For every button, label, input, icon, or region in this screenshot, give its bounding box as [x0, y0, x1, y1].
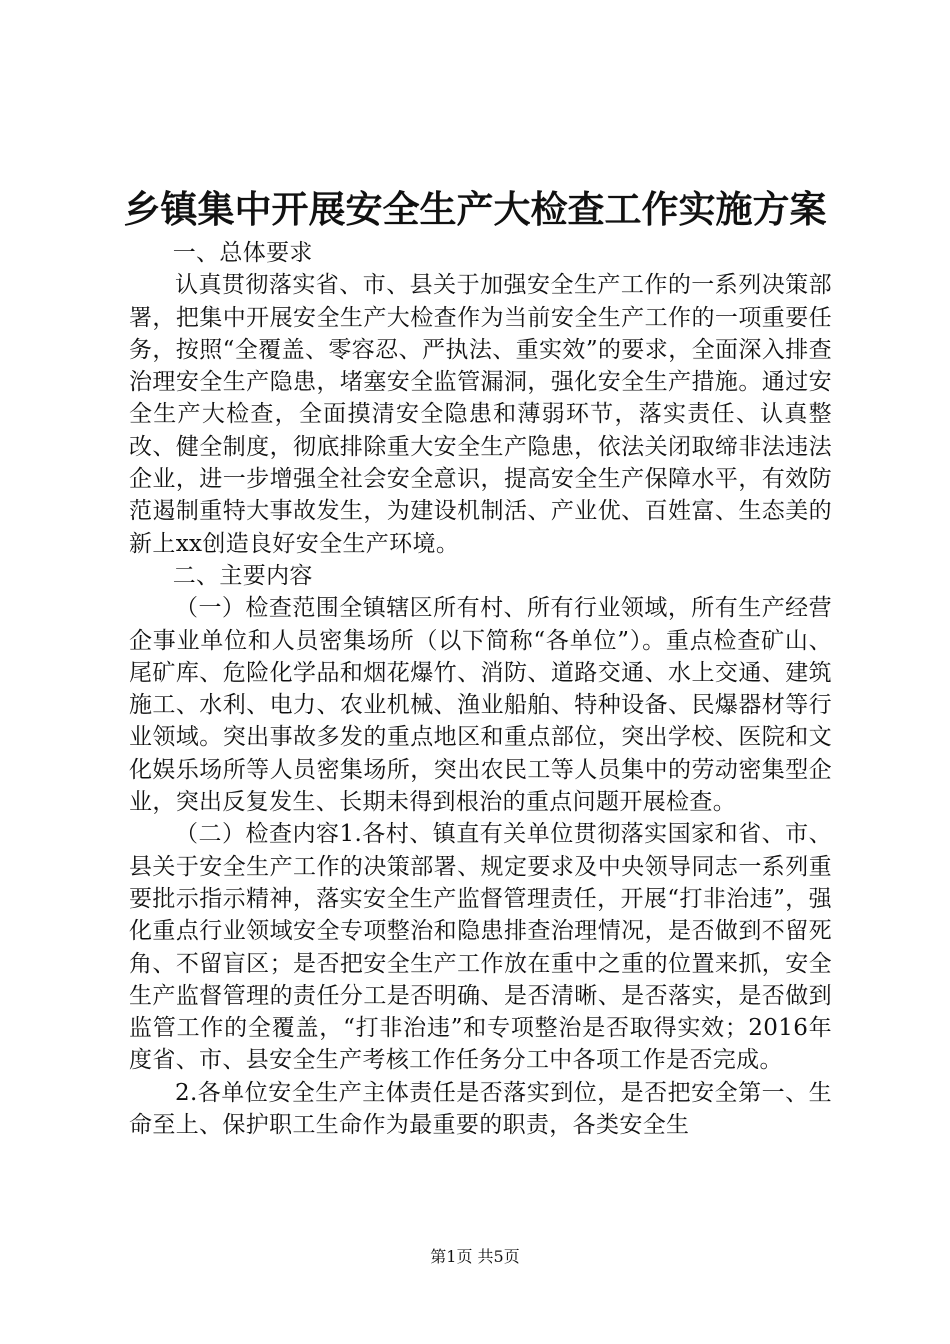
document-body	[129, 237, 832, 1141]
paragraph-inspection-scope: （一）检查范围全镇辖区所有村、所有行业领域，所有生产经营企事业单位和人员密集场所（以下简称“各单位”）。重点检查矿山、尾矿库、危险化学品和烟花爆竹、消防、道路交通、水上交通、建筑施工、水利、电力、农业机械、渔业船舶、特种设备、民爆器材等行业领域。突出事故多发的重点地区和重点部位，突出学校、医院和文化娱乐场所等人员密集场所，突出农民工等人员集中的劳动密集型企业，突出反复发生、长期未得到根治的重点问题开展检查。	[129, 595, 832, 816]
section-heading-main-content: 二、主要内容	[172, 562, 313, 589]
page-number-footer: 第1页 共5页	[430, 1247, 520, 1266]
paragraph-item-2: 2.各单位安全生产主体责任是否落实到位，是否把安全第一、生命至上、保护职工生命作为最重要的职责，各类安全生	[129, 1079, 832, 1139]
section-heading-general-requirements: 一、总体要求	[172, 240, 313, 266]
paragraph-general-requirements: 认真贯彻落实省、市、县关于加强安全生产工作的一系列决策部署，把集中开展安全生产大检查作为当前安全生产工作的一项重要任务，按照“全覆盖、零容忍、严执法、重实效”的要求，全面深入排查治理安全生产隐患，堵塞安全监管漏洞，强化安全生产措施。通过安全生产大检查，全面摸清安全隐患和薄弱环节，落实责任、认真整改、健全制度，彻底排除重大安全生产隐患，依法关闭取缔非法违法企业，进一步增强全社会安全意识，提高安全生产保障水平，有效防范遏制重特大事故发生，为建设机制活、产业优、百姓富、生态美的新上xx创造良好安全生产环境。	[129, 272, 832, 557]
document-title: 乡镇集中开展安全生产大检查工作实施方案	[123, 187, 827, 231]
paragraph-inspection-content: （二）检查内容1.各村、镇直有关单位贯彻落实国家和省、市、县关于安全生产工作的决策部署、规定要求及中央领导同志一系列重要批示指示精神，落实安全生产监督管理责任，开展“打非治违”，强化重点行业领域安全专项整治和隐患排查治理情况，是否做到不留死角、不留盲区；是否把安全生产工作放在重中之重的位置来抓，安全生产监督管理的责任分工是否明确、是否清晰、是否落实，是否做到监管工作的全覆盖，“打非治违”和专项整治是否取得实效；2016年度省、市、县安全生产考核工作任务分工中各项工作是否完成。	[129, 821, 832, 1074]
